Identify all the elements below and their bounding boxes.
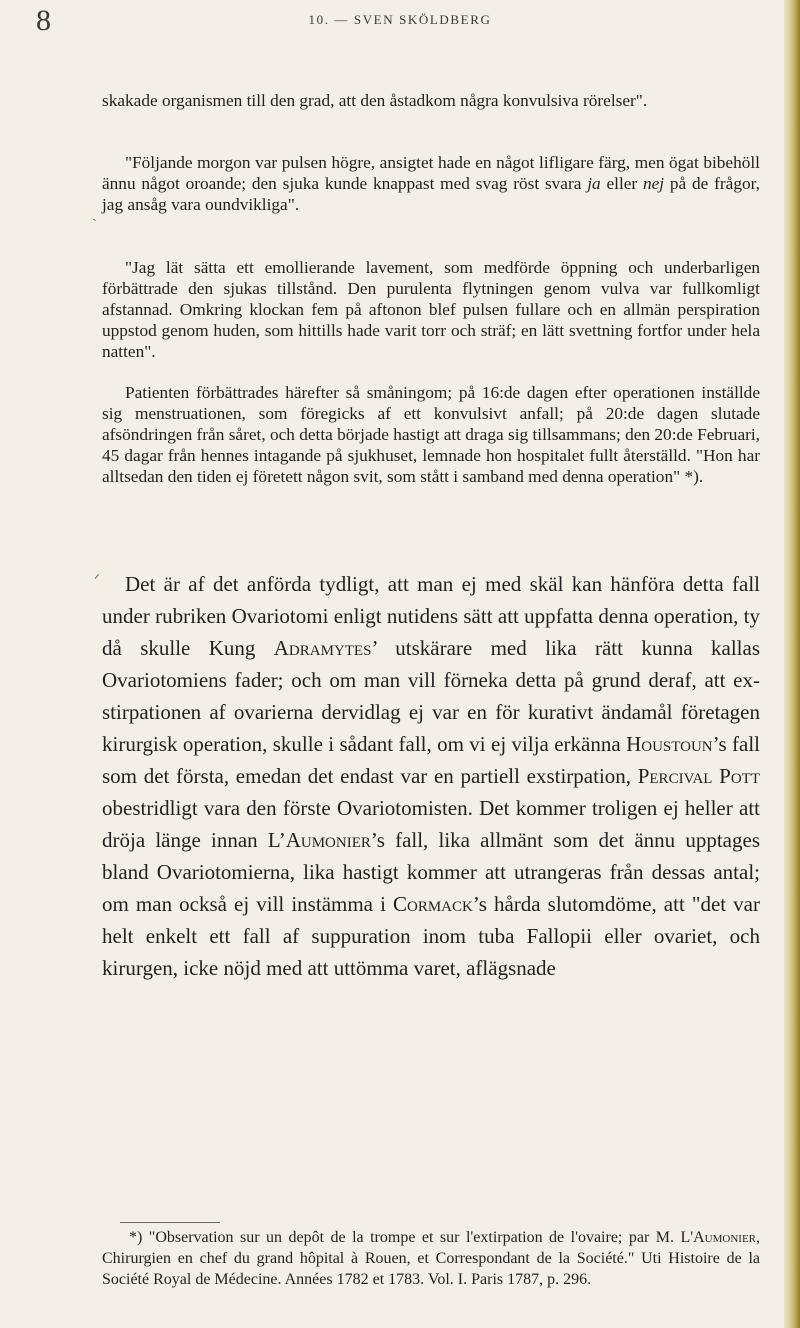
paragraph-2 xyxy=(102,152,760,215)
name-adramytes: Adramytes xyxy=(273,636,372,660)
paragraph-3 xyxy=(102,257,760,362)
main-text-3: ’s fall som det första, emedan det endast var en partiell exstirpation, xyxy=(102,732,761,788)
paragraph-4 xyxy=(102,382,760,487)
main-text-1: Det är af det anförda tydligt, att man ej med skäl kan hänföra detta fall under rubriken Ovariotomi enligt nutidens sätt att uppfatta denna operation, ty då skulle Kung xyxy=(102,572,760,660)
paragraph-1-text: skakade organismen till den grad, att den åstadkom några konvulsiva rörelser". xyxy=(102,91,648,110)
name-laumonier: L’Aumonier xyxy=(267,828,371,852)
page-number: 8 xyxy=(36,4,51,37)
paragraph-1 xyxy=(102,90,760,111)
footnote xyxy=(102,1227,760,1290)
main-text-2: ’ utskärare med lika rätt kunna kallas Ovariotomiens fader; och om man vill förneka detta på grund deraf, att exstirpationen af ovarierna dervidlag ej var en för kurativt ändamål företagen kirurgisk operation, skulle i sådant fall, om vi ej vilja erkänna xyxy=(102,636,760,756)
margin-mark: ᐟ xyxy=(94,573,100,588)
main-paragraph xyxy=(102,568,760,984)
name-percival-pott: Percival Pott xyxy=(637,764,760,788)
paragraph-3-text: "Jag lät sätta ett emollierande lavement, som medförde öppning och underbarligen förbättrade den sjukas tillstånd. Den purulenta flytningen genom vulva var fullkomligt afstannad. Omkring klockan fem på aftonon blef pulsen fullare och en allmän perspiration uppstod genom huden, som hittills hade varit torr och sträf; en lätt svettning fortfor under hela natten". xyxy=(102,258,760,361)
margin-mark: ˎ xyxy=(92,207,97,222)
paragraph-2-part-a: "Följande morgon var pulsen högre, ansigtet hade en något lifligare färg, men ögat bibehöll ännu något oroande; den sjuka kunde knappast med svag röst svara xyxy=(102,153,760,193)
page-edge-stain xyxy=(784,0,800,1328)
main-paragraph-text xyxy=(102,568,760,984)
footnote-rule xyxy=(120,1222,220,1223)
name-houstoun: Houstoun xyxy=(626,732,713,756)
footnote-text xyxy=(102,1227,760,1290)
footnote-part-1: *) "Observation sur un depôt de la trompe et sur l'extirpation de l'ovaire; par M. xyxy=(129,1229,681,1246)
main-text-4: obestridligt vara den förste Ovariotomisten. Det kommer troligen ej heller att dröja länge innan xyxy=(102,796,760,852)
running-header: 10. — SVEN SKÖLDBERG xyxy=(308,12,492,27)
main-text-6: ’s hårda slutomdöme, att "det var helt enkelt ett fall af suppuration inom tuba Fallopii eller ovariet, och kirurgen, icke nöjd med att uttömma varet, aflägsnade xyxy=(102,892,760,980)
name-cormack: Cormack xyxy=(393,892,473,916)
word-ja: ja xyxy=(587,174,601,193)
footnote-part-2: , Chirurgien en chef du grand hôpital à Rouen, et Correspondant de la Société." Uti Histoire de la Société Royal de Médecine. Années 1782 et 1783. Vol. I. Paris 1787, p. 296. xyxy=(102,1229,760,1288)
paragraph-4-text: Patienten förbättrades härefter så småningom; på 16:de dagen efter operationen inställde sig menstruationen, som föregicks af ett konvulsivt anfall; på 20:de dagen slutade afsöndringen från såret, och detta började hastigt att draga sig tillsammans; den 20:de Februari, 45 dagar från hennes intagande på sjukhuset, lemnade hon hospitalet fullt återställd. "Hon har alltsedan den tiden ej företett någon svit, som stått i samband med denna operation" *). xyxy=(102,383,760,486)
paragraph-2-part-b: eller xyxy=(600,174,643,193)
paragraph-2-part-c: på de frågor, jag ansåg vara oundvikliga". xyxy=(102,174,760,214)
footnote-name: L'Aumonier xyxy=(680,1229,756,1246)
word-nej: nej xyxy=(642,174,665,193)
paragraph-2-text xyxy=(102,152,760,215)
main-text-5: ’s fall, lika allmänt som det ännu upptages bland Ovariotomierna, lika hastigt kommer att utrangeras från dessas antal; om man också ej vill instämma i xyxy=(102,828,760,916)
